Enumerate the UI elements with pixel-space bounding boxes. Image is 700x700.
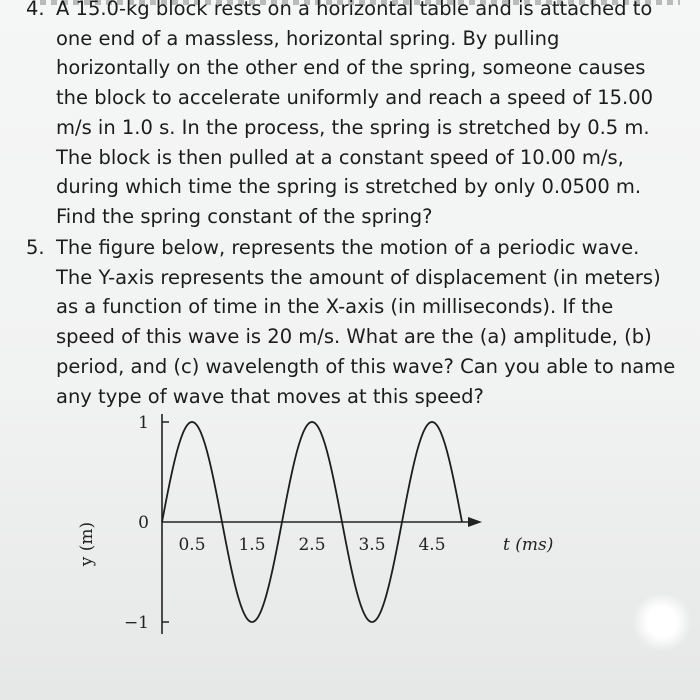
y-tick-label: 1 bbox=[138, 413, 149, 433]
problem-number: 4. bbox=[26, 0, 45, 20]
wave-figure bbox=[70, 413, 630, 660]
problem-line: speed of this wave is 20 m/s. What are the (a) amplitude, (b) bbox=[56, 325, 652, 349]
problem-line: one end of a massless, horizontal spring. By pulling bbox=[56, 26, 560, 50]
x-tick-label: 3.5 bbox=[358, 535, 386, 555]
problem-line: The Y-axis represents the amount of displacement (in meters) bbox=[56, 265, 661, 289]
problem-line: horizontally on the other end of the spring, someone causes bbox=[56, 56, 646, 80]
x-tick-label: 2.5 bbox=[298, 535, 326, 555]
problem-text bbox=[56, 233, 700, 411]
problem-line: as a function of time in the X-axis (in milliseconds). If the bbox=[56, 295, 614, 319]
problem-line: m/s in 1.0 s. In the process, the spring is stretched by 0.5 m. bbox=[56, 115, 650, 139]
problem-line: during which time the spring is stretched by only 0.0500 m. bbox=[56, 175, 642, 199]
problem-text bbox=[56, 0, 700, 232]
x-tick-label: 1.5 bbox=[238, 535, 266, 555]
problem-line: The block is then pulled at a constant speed of 10.00 m/s, bbox=[56, 145, 624, 169]
x-axis-label: t (ms) bbox=[503, 535, 554, 555]
problem-line: Find the spring constant of the spring? bbox=[56, 204, 433, 228]
problem-line: A 15.0-kg block rests on a horizontal table and is attached to bbox=[56, 0, 653, 20]
problem-5 bbox=[26, 233, 700, 411]
problem-line: The figure below, represents the motion of a periodic wave. bbox=[56, 236, 640, 259]
problem-number: 5. bbox=[26, 236, 45, 259]
y-tick-label: −1 bbox=[123, 613, 149, 633]
wave-graph bbox=[70, 413, 630, 660]
light-glare bbox=[632, 592, 692, 652]
problem-line: any type of wave that moves at this speed? bbox=[56, 384, 484, 408]
problem-line: the block to accelerate uniformly and reach a speed of 15.00 bbox=[56, 86, 654, 110]
y-axis-label: y (m) bbox=[77, 521, 97, 567]
x-tick-label: 4.5 bbox=[418, 535, 446, 555]
x-tick-label: 0.5 bbox=[178, 535, 206, 555]
problem-4 bbox=[26, 0, 700, 232]
y-tick-label: 0 bbox=[138, 513, 149, 533]
x-axis-arrow bbox=[468, 517, 482, 527]
problem-line: period, and (c) wavelength of this wave? Can you able to name bbox=[56, 354, 676, 378]
